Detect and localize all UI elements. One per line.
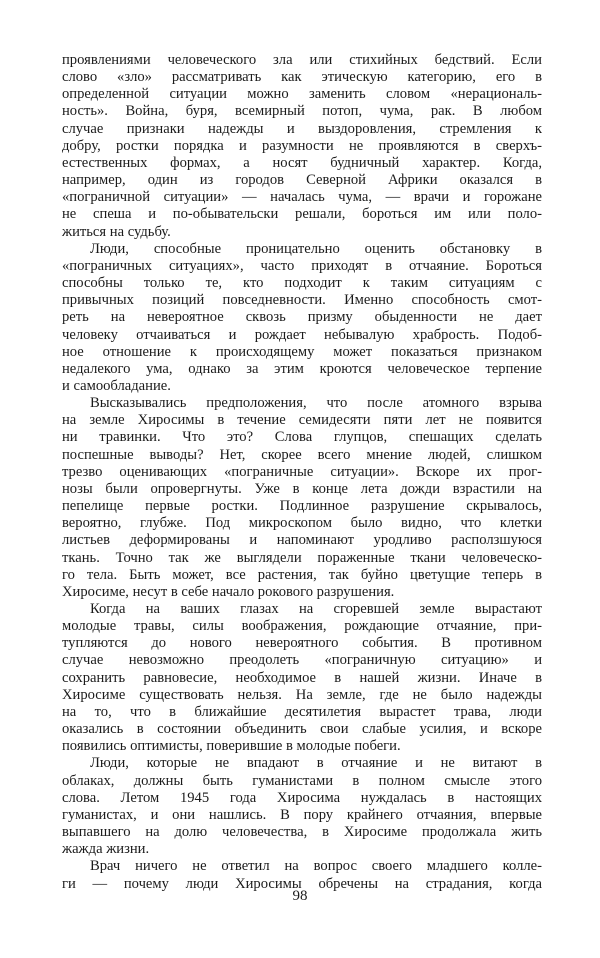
text-line: на земле Хиросимы в течение семидесяти пяти лет не появится bbox=[62, 412, 542, 429]
text-line: поспешные выводы? Нет, скорее всего мнение людей, слишком bbox=[62, 446, 542, 463]
text-line: например, один из городов Северной Африки оказался в bbox=[62, 172, 542, 189]
page-number: 98 bbox=[292, 888, 308, 904]
text-line: облаках, должны быть гуманистами в полном смысле этого bbox=[62, 772, 542, 789]
text-line: сохранить равновесие, необходимое в нашей жизни. Иначе в bbox=[62, 669, 542, 686]
text-line: Хиросиме, несут в себе начало рокового разрушения. bbox=[62, 583, 395, 600]
text-line: случае невозможно преодолеть «пограничную ситуацию» и bbox=[62, 652, 542, 669]
text-line: молодые травы, силы воображения, рождающие отчаяние, при- bbox=[62, 618, 542, 635]
text-line: ни травинки. Что это? Слова глупцов, спешащих сделать bbox=[62, 429, 542, 446]
text-line: привычных позиций повседневности. Именно способность смот- bbox=[62, 292, 542, 309]
text-line: ткань. Точно так же выглядели пораженные ткани человеческо- bbox=[62, 549, 542, 566]
text-line: ги — почему люди Хиросимы обречены на страдания, когда bbox=[62, 875, 542, 892]
text-line: слово «зло» рассматривать как этическую категорию, его в bbox=[62, 69, 542, 86]
text-line: естественных формах, а носят будничный характер. Когда, bbox=[62, 154, 542, 171]
text-line: не спеша и по-обывательски решали, бороться им или поло- bbox=[62, 206, 542, 223]
text-line: листьев деформированы и напоминают уродливо расползшуюся bbox=[62, 532, 542, 549]
text-line: тупляются до нового невероятного события. В противном bbox=[62, 635, 542, 652]
paragraph bbox=[62, 601, 542, 755]
text-line: Врач ничего не ответил на вопрос своего младшего колле- bbox=[90, 858, 542, 875]
text-line: Люди, способные проницательно оценить обстановку в bbox=[90, 240, 542, 257]
text-line: способны только те, кто подходит к таким ситуациям с bbox=[62, 275, 542, 292]
text-line: и самообладание. bbox=[62, 377, 171, 394]
text-line: «пограничных ситуациях», часто приходят в отчаяние. Бороться bbox=[62, 257, 542, 274]
text-line: на то, что в ближайшие десятилетия вырастет трава, люди bbox=[62, 703, 542, 720]
text-line: определенной ситуации можно заменить словом «нерациональ- bbox=[62, 86, 542, 103]
text-line: трезво оценивающих «пограничные ситуации». Вскоре их прог- bbox=[62, 463, 542, 480]
paragraph bbox=[62, 755, 542, 858]
text-line: Когда на ваших глазах на сгоревшей земле вырастают bbox=[90, 601, 542, 617]
text-line: ность». Война, буря, всемирный потоп, чума, рак. В любом bbox=[62, 103, 542, 120]
text-line: появились оптимисты, поверившие в молодые побеги. bbox=[62, 738, 401, 755]
paragraph bbox=[62, 241, 542, 395]
text-line: жажда жизни. bbox=[62, 841, 150, 858]
paragraph bbox=[62, 395, 542, 601]
text-line: ное отношение к происходящему может показаться признаком bbox=[62, 343, 542, 360]
text-line: оказались в состоянии объединить свои слабые усилия, и вскоре bbox=[62, 721, 542, 738]
page-body bbox=[62, 52, 542, 893]
text-line: «пограничной ситуации» — началась чума, — врачи и горожане bbox=[62, 189, 542, 206]
text-line: житься на судьбу. bbox=[62, 223, 171, 240]
text-line: слова. Летом 1945 года Хиросима нуждалась в настоящих bbox=[62, 789, 542, 806]
text-line: Высказывались предположения, что после атомного взрыва bbox=[90, 395, 542, 412]
text-line: гуманистах, и они нашлись. В пору крайнего отчаяния, впервые bbox=[62, 806, 542, 823]
text-line: пепелище первые ростки. Подлинное разрушение скрывалось, bbox=[62, 498, 542, 515]
text-line: реть на невероятное сквозь призму обыденности не дает bbox=[62, 309, 542, 326]
text-line: случае признаки надежды и выздоровления, стремления к bbox=[62, 120, 542, 137]
text-line: человеку отчаиваться и рождает небывалую храбрость. Подоб- bbox=[62, 326, 542, 343]
text-line: го тела. Быть может, все растения, так буйно цветущие теперь в bbox=[62, 566, 542, 583]
paragraph bbox=[62, 52, 542, 241]
text-line: проявлениями человеческого зла или стихийных бедствий. Если bbox=[62, 52, 542, 68]
text-line: недалекого ума, однако за этим кроются человеческое терпение bbox=[62, 360, 542, 377]
text-line: выпавшего на долю человечества, в Хиросиме продолжала жить bbox=[62, 824, 542, 841]
text-line: нозы были опровергнуты. Уже в конце лета дожди взрастили на bbox=[62, 480, 542, 497]
text-line: Хиросиме существовать нельзя. На земле, где не было надежды bbox=[62, 686, 542, 703]
text-line: добру, ростки порядка и разумности не проявляются в сверхъ- bbox=[62, 137, 542, 154]
text-line: вероятно, глубже. Под микроскопом было видно, что клетки bbox=[62, 515, 542, 532]
text-line: Люди, которые не впадают в отчаяние и не витают в bbox=[90, 755, 542, 772]
